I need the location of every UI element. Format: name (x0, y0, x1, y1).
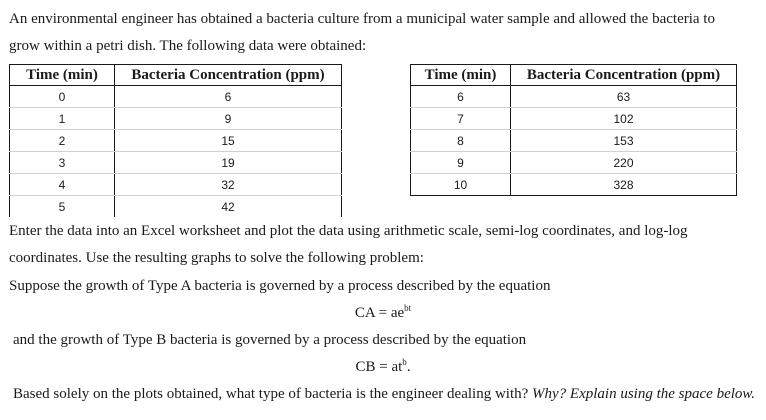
time-cell: 10 (411, 174, 511, 196)
time-cell: 0 (10, 86, 115, 108)
column-header-concentration: Bacteria Concentration (ppm) (511, 65, 737, 86)
column-header-time: Time (min) (10, 65, 115, 86)
time-cell: 4 (10, 174, 115, 196)
data-table-left (9, 64, 342, 217)
column-header-concentration: Bacteria Concentration (ppm) (115, 65, 342, 86)
table-row (411, 152, 737, 174)
data-table-right (410, 64, 737, 196)
question-text: Based solely on the plots obtained, what type of bacteria is the engineer dealing with? (13, 386, 533, 402)
time-cell: 5 (10, 196, 115, 218)
table-row (10, 174, 342, 196)
intro-line-1: An environmental engineer has obtained a bacteria culture from a municipal water sample and allowed the bacteria to (9, 11, 715, 27)
instructions-line-3: Suppose the growth of Type A bacteria is governed by a process described by the equation (9, 278, 551, 294)
concentration-cell: 328 (511, 174, 737, 196)
table-row (10, 108, 342, 130)
equation-b-exponent: b (402, 357, 407, 367)
table-row (10, 86, 342, 108)
equation-a-exponent: bt (404, 303, 412, 313)
question-italic: Why? Explain using the space below. (532, 386, 756, 402)
concentration-cell: 19 (115, 152, 342, 174)
equation-b-tail: . (406, 359, 411, 375)
table-header-row (10, 65, 342, 86)
column-header-time: Time (min) (411, 65, 511, 86)
concentration-cell: 9 (115, 108, 342, 130)
table-row (411, 86, 737, 108)
time-cell: 9 (411, 152, 511, 174)
equation-a-lhs: CA = ae (354, 305, 405, 321)
equation-b-intro: and the growth of Type B bacteria is governed by a process described by the equation (13, 332, 527, 348)
concentration-cell: 102 (511, 108, 737, 130)
concentration-cell: 15 (115, 130, 342, 152)
equation-b-lhs: CB = at (355, 359, 403, 375)
table-row (411, 130, 737, 152)
time-cell: 6 (411, 86, 511, 108)
table-header-row (411, 65, 737, 86)
table-row (411, 108, 737, 130)
concentration-cell: 6 (115, 86, 342, 108)
table-row (10, 152, 342, 174)
concentration-cell: 42 (115, 196, 342, 218)
instructions-line-1: Enter the data into an Excel worksheet and plot the data using arithmetic scale, semi-log coordinates, and log-log (9, 223, 688, 239)
time-cell: 3 (10, 152, 115, 174)
intro-line-2: grow within a petri dish. The following data were obtained: (9, 38, 367, 54)
time-cell: 7 (411, 108, 511, 130)
table-row (10, 196, 342, 218)
concentration-cell: 153 (511, 130, 737, 152)
concentration-cell: 63 (511, 86, 737, 108)
question-line (13, 385, 755, 403)
time-cell: 1 (10, 108, 115, 130)
table-row (10, 130, 342, 152)
instructions-line-2: coordinates. Use the resulting graphs to solve the following problem: (9, 250, 424, 266)
table-row (411, 174, 737, 196)
equation-type-a (0, 304, 766, 322)
time-cell: 8 (411, 130, 511, 152)
equation-type-b (0, 358, 766, 376)
concentration-cell: 220 (511, 152, 737, 174)
time-cell: 2 (10, 130, 115, 152)
concentration-cell: 32 (115, 174, 342, 196)
